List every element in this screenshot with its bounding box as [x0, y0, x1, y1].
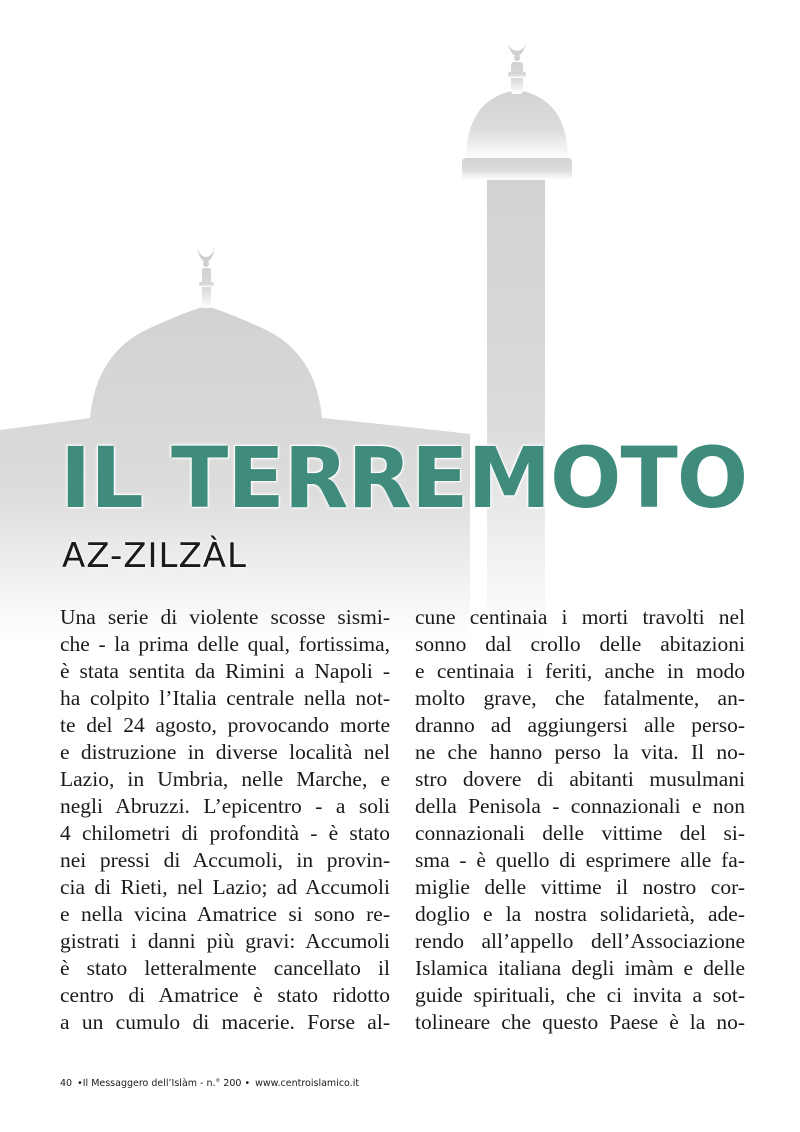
publication-info: •Il Messaggero dell’Islàm - n.° 200 •: [77, 1078, 251, 1089]
text-line: dranno ad aggiungersi alle perso-: [415, 713, 745, 737]
text-line: della Penisola - connazionali e non: [415, 794, 745, 818]
crescent-finial-icon: [506, 36, 528, 61]
text-line: rendo all’appello dell’Associazione: [415, 929, 745, 953]
article-left-column: [60, 604, 390, 1036]
text-line: è stato letteralmente cancellato il: [60, 956, 390, 980]
text-line: Una serie di violente scosse sismi-: [60, 605, 390, 629]
text-line: negli Abruzzi. L’epicentro - a soli: [60, 794, 390, 818]
text-line: ne che hanno perso la vita. Il no-: [415, 740, 745, 764]
text-line: e centinaia i feriti, anche in modo: [415, 659, 745, 683]
text-line: sonno dal crollo delle abitazioni: [415, 632, 745, 656]
text-line: stro dovere di abitanti musulmani: [415, 767, 745, 791]
text-line: centro di Amatrice è stato ridotto: [60, 983, 390, 1007]
website-link[interactable]: www.centroislamico.it: [255, 1078, 360, 1089]
text-line: cia di Rieti, nel Lazio; ad Accumoli: [60, 875, 390, 899]
text-line: doglio e la nostra solidarietà, ade-: [415, 902, 745, 926]
text-line: gistrati i danni più gravi: Accumoli: [60, 929, 390, 953]
page-number: 40: [60, 1078, 73, 1089]
text-line: cune centinaia i morti travolti nel: [415, 605, 745, 629]
text-line: miglie delle vittime il nostro cor-: [415, 875, 745, 899]
text-line: te del 24 agosto, provocando morte: [60, 713, 390, 737]
text-line: è stata sentita da Rimini a Napoli -: [60, 659, 390, 683]
article-subtitle: AZ-ZILZÀL: [62, 536, 247, 576]
text-line: e nella vicina Amatrice si sono re-: [60, 902, 390, 926]
text-line: che - la prima delle qual, fortissima,: [60, 632, 390, 656]
text-line: e distruzione in diverse località nel: [60, 740, 390, 764]
text-line: Lazio, in Umbria, nelle Marche, e: [60, 767, 390, 791]
article-title: IL TERREMOTO: [60, 429, 748, 527]
article-right-column: [415, 604, 745, 1036]
text-line: 4 chilometri di profondità - è stato: [60, 821, 390, 845]
text-line: Islamica italiana degli imàm e delle: [415, 956, 745, 980]
text-line: connazionali delle vittime del si-: [415, 821, 745, 845]
page-footer: [60, 1078, 361, 1089]
text-line: tolineare che questo Paese è la no-: [415, 1010, 745, 1034]
minaret-icon: [462, 62, 572, 640]
crescent-finial-icon: [196, 242, 216, 267]
text-line: molto grave, che fatalmente, an-: [415, 686, 745, 710]
text-line: guide spirituali, che ci invita a sot-: [415, 983, 745, 1007]
text-line: sma - è quello di esprimere alle fa-: [415, 848, 745, 872]
text-line: nei pressi di Accumoli, in provin-: [60, 848, 390, 872]
text-line: ha colpito l’Italia centrale nella not-: [60, 686, 390, 710]
text-line: a un cumulo di macerie. Forse al-: [60, 1010, 390, 1034]
